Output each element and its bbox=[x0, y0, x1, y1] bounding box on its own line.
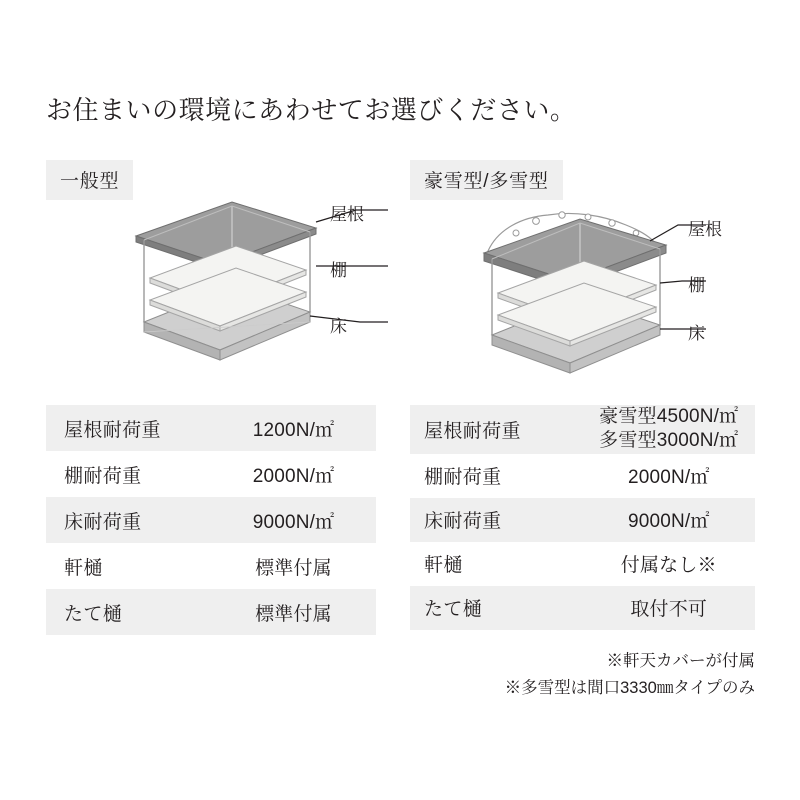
callout-shelf-right: 棚 bbox=[688, 276, 705, 295]
type-label-heavy-snow: 豪雪型/多雪型 bbox=[410, 160, 563, 200]
spec-value-line1: 豪雪型4500N/㎡ bbox=[599, 406, 739, 427]
spec-key: 床耐荷重 bbox=[410, 498, 583, 542]
table-row bbox=[410, 405, 755, 454]
spec-value: 標準付属 bbox=[211, 589, 376, 635]
footnotes bbox=[410, 648, 755, 702]
spec-table-general bbox=[46, 405, 376, 635]
illustration-heavy-snow-type bbox=[470, 195, 760, 385]
spec-value: 2000N/㎡ bbox=[583, 454, 756, 498]
spec-key: 屋根耐荷重 bbox=[410, 405, 583, 454]
table-row bbox=[46, 497, 376, 543]
spec-table-heavy-snow bbox=[410, 405, 755, 630]
table-row bbox=[46, 589, 376, 635]
spec-key: たて樋 bbox=[46, 589, 211, 635]
spec-key: 床耐荷重 bbox=[46, 497, 211, 543]
spec-value: 付属なし※ bbox=[583, 542, 756, 586]
spec-value: 1200N/㎡ bbox=[211, 405, 376, 451]
spec-value: 標準付属 bbox=[211, 543, 376, 589]
spec-value: 9000N/㎡ bbox=[211, 497, 376, 543]
spec-key: 軒樋 bbox=[410, 542, 583, 586]
spec-key: たて樋 bbox=[410, 586, 583, 630]
table-row bbox=[410, 498, 755, 542]
spec-key: 棚耐荷重 bbox=[46, 451, 211, 497]
spec-key: 屋根耐荷重 bbox=[46, 405, 211, 451]
table-row bbox=[410, 586, 755, 630]
table-row bbox=[410, 454, 755, 498]
spec-key: 棚耐荷重 bbox=[410, 454, 583, 498]
table-row bbox=[410, 542, 755, 586]
spec-value-line2: 多雪型3000N/㎡ bbox=[599, 430, 739, 452]
spec-value: 2000N/㎡ bbox=[211, 451, 376, 497]
callout-roof-left: 屋根 bbox=[330, 205, 364, 224]
spec-value bbox=[583, 405, 756, 454]
table-row bbox=[46, 543, 376, 589]
spec-value: 9000N/㎡ bbox=[583, 498, 756, 542]
callout-floor-right: 床 bbox=[688, 324, 705, 343]
table-row bbox=[46, 405, 376, 451]
illustration-general-type bbox=[120, 190, 400, 380]
footnote-2: ※多雪型は間口3330㎜タイプのみ bbox=[504, 679, 755, 698]
spec-value: 取付不可 bbox=[583, 586, 756, 630]
callout-floor-left: 床 bbox=[330, 317, 347, 336]
callout-shelf-left: 棚 bbox=[330, 261, 347, 280]
spec-key: 軒樋 bbox=[46, 543, 211, 589]
type-label-general: 一般型 bbox=[46, 160, 133, 200]
callout-roof-right: 屋根 bbox=[688, 220, 722, 239]
table-row bbox=[46, 451, 376, 497]
page-title: お住まいの環境にあわせてお選びください。 bbox=[46, 95, 577, 125]
footnote-1: ※軒天カバーが付属 bbox=[606, 652, 755, 670]
